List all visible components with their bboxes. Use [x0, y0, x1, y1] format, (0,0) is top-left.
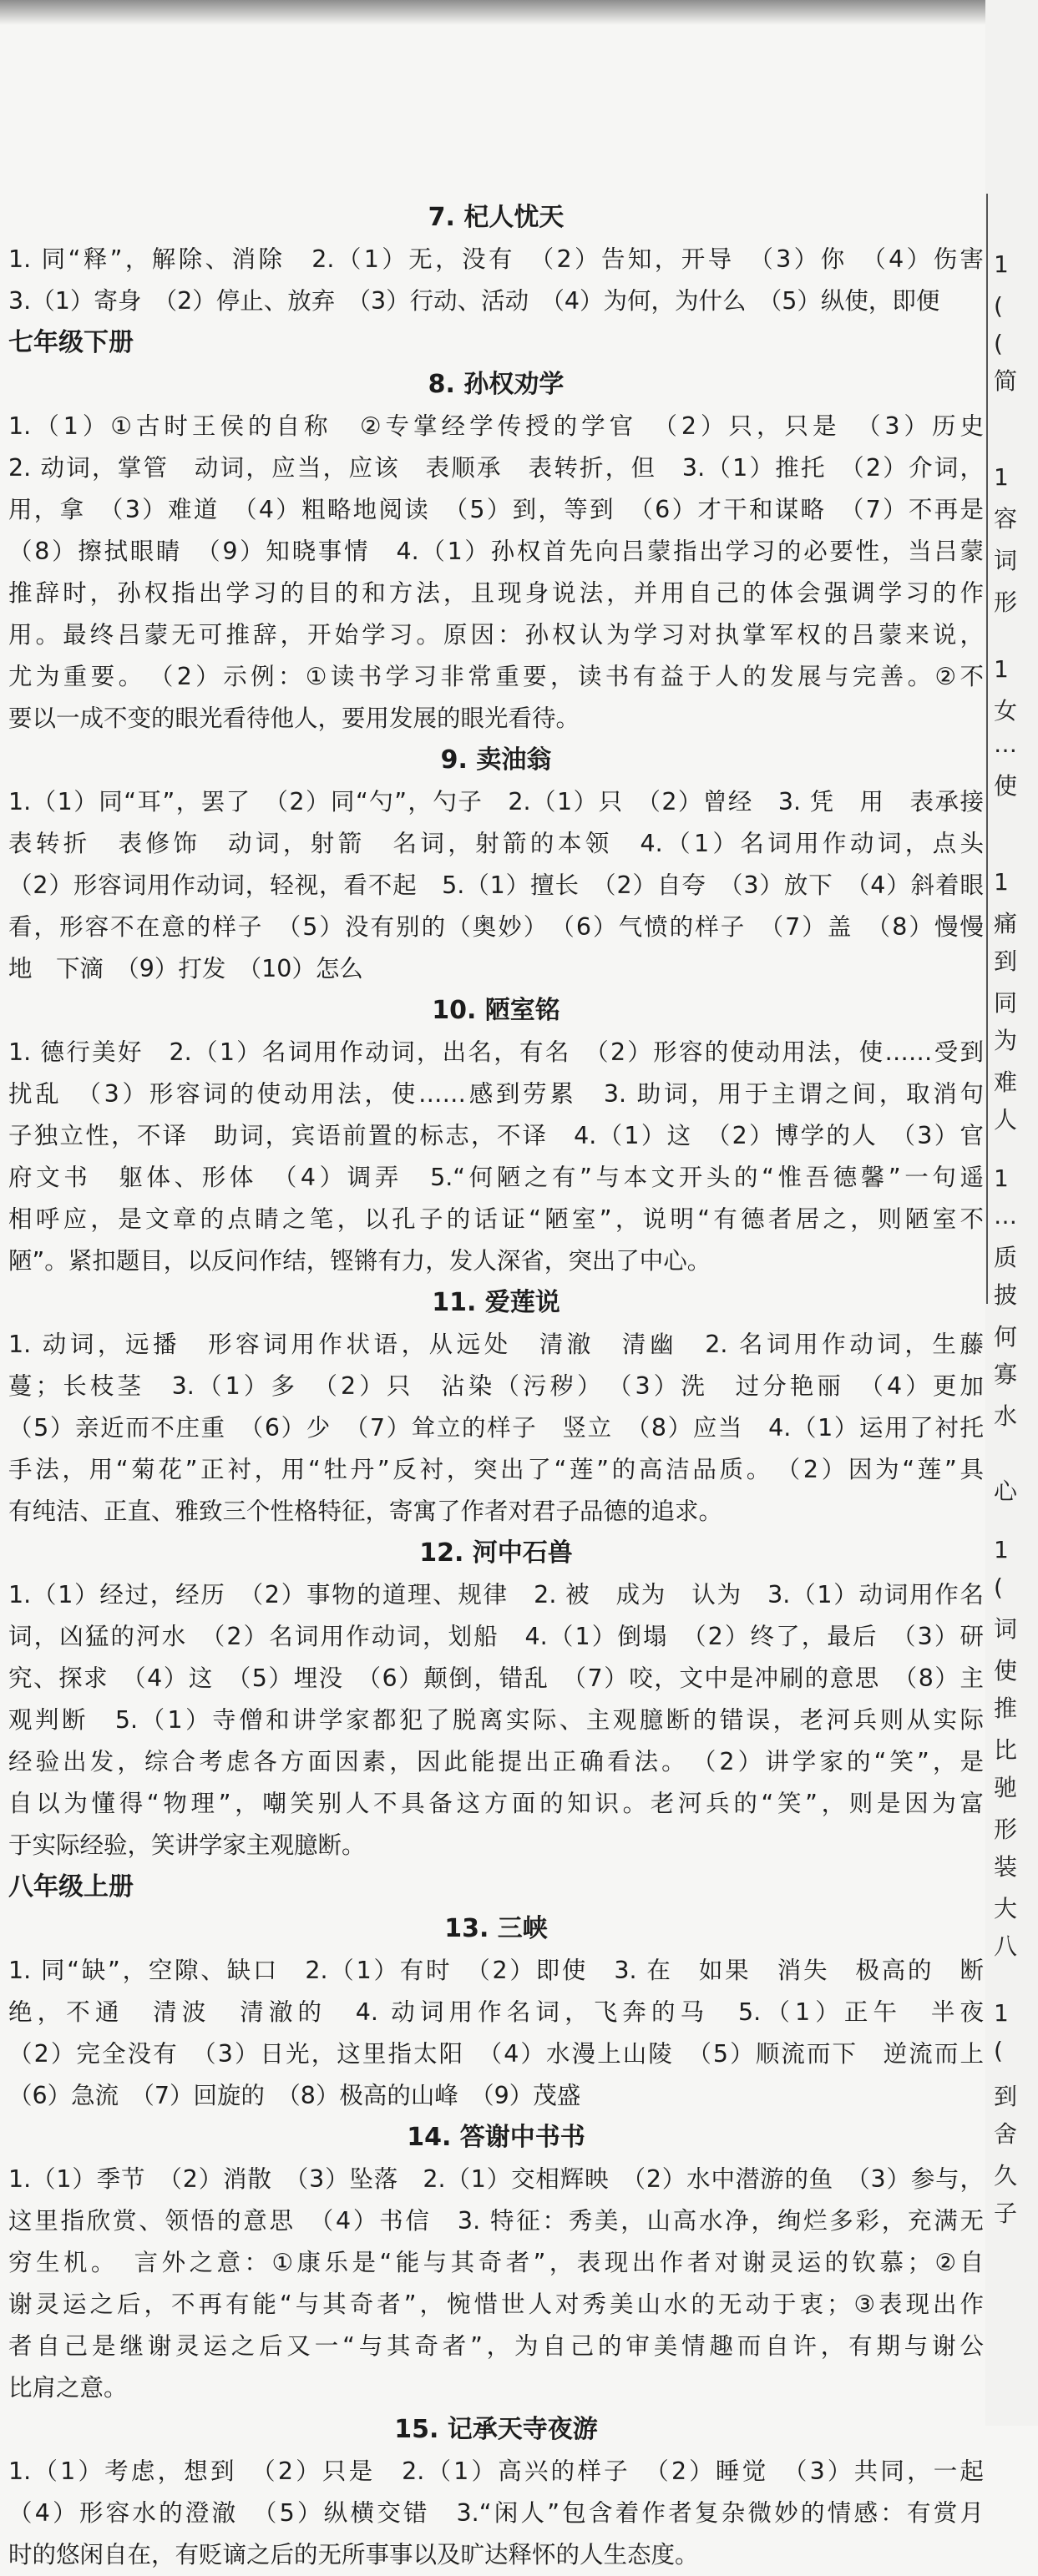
answer-line: 扰乱 （3）形容词的使动用法，使……感到劳累 3. 助词，用于主谓之间，取消句 [8, 1080, 984, 1108]
answer-line: 要以一成不变的眼光看待他人，要用发展的眼光看待。 [8, 705, 580, 732]
answer-line: 3.（1）寄身 （2）停止、放弃 （3）行动、活动 （4）为何，为什么 （5）纵使，即便 [8, 287, 940, 315]
answer-line: （6）急流 （7）回旋的 （8）极高的山峰 （9）茂盛 [8, 2082, 581, 2109]
margin-char: ( [994, 330, 1003, 357]
margin-char: ( [994, 292, 1003, 320]
margin-char: 到 [994, 947, 1018, 975]
margin-char: 1 [994, 1999, 1009, 2027]
answer-line: 2. 动词，掌管 动词，应当，应该 表顺承 表转折，但 3.（1）推托 （2）介词， [8, 454, 984, 482]
column-divider-line [986, 194, 988, 1304]
answer-line: 地 下滴 （9）打发 （10）怎么 [8, 955, 363, 982]
answer-line: 1.（1）①古时王侯的自称 ②专掌经学传授的学官 （2）只，只是 （3）历史 [8, 412, 984, 440]
margin-char: 词 [994, 547, 1018, 574]
margin-char: 词 [994, 1615, 1018, 1643]
lesson-section [8, 990, 984, 1282]
lesson-title: 15. 记承天寺夜游 [394, 2415, 598, 2444]
answer-line: 看，形容不在意的样子 （5）没有别的（奥妙） （6）气愤的样子 （7）盖 （8）慢慢 [8, 913, 984, 941]
margin-char: 形 [994, 1816, 1018, 1843]
margin-char: 难 [994, 1068, 1018, 1096]
grade-heading: 七年级下册 [8, 328, 134, 357]
lesson-title: 11. 爱莲说 [432, 1288, 560, 1317]
lesson-section [8, 740, 984, 990]
answer-line: 1.（1）季节 （2）消散 （3）坠落 2.（1）交相辉映 （2）水中潜游的鱼 （3）参与， [8, 2165, 984, 2193]
lesson-title: 9. 卖油翁 [440, 745, 552, 775]
answer-line: 谢灵运之后，不再有能“与其奇者”，惋惜世人对秀美山水的无动于衷；③表现出作 [8, 2291, 984, 2318]
answer-line: 有纯洁、正直、雅致三个性格特征，寄寓了作者对君子品德的追求。 [8, 1498, 723, 1525]
answer-line: 1. 同“缺”，空隙、缺口 2.（1）有时 （2）即使 3. 在 如果 消失 极高的 断 [8, 1957, 984, 1984]
lesson-title: 14. 答谢中书书 [407, 2123, 585, 2152]
grade-heading: 八年级上册 [8, 1872, 134, 1902]
answer-key-column [8, 197, 984, 2576]
margin-char: 披 [994, 1281, 1018, 1309]
margin-char: 何 [994, 1323, 1018, 1351]
answer-line: 绝，不通 清波 清澈的 4. 动词用作名词，飞奔的马 5.（1）正午 半夜 [8, 1998, 984, 2026]
answer-line: 观判断 5.（1）寺僧和讲学家都犯了脱离实际、主观臆断的错误，老河兵则从实际 [8, 1706, 984, 1734]
answer-line: 推辞时，孙权指出学习的目的和方法，且现身说法，并用自己的体会强调学习的作 [8, 579, 984, 607]
lesson-title: 7. 杞人忧天 [428, 203, 565, 232]
answer-line: （2）形容词用作动词，轻视，看不起 5.（1）擅长 （2）自夸 （3）放下 （4）斜着眼 [8, 871, 984, 899]
margin-char: 1 [994, 655, 1009, 683]
lesson-section [8, 1908, 984, 2117]
margin-char: 人 [994, 1106, 1018, 1134]
answer-line: （5）亲近而不庄重 （6）少 （7）耸立的样子 竖立 （8）应当 4.（1）运用了衬托 [8, 1414, 984, 1442]
margin-char: 推 [994, 1695, 1018, 1722]
answer-line: 1.（1）经过，经历 （2）事物的道理、规律 2. 被 成为 认为 3.（1）动词用作名 [8, 1581, 984, 1609]
margin-char: 装 [994, 1853, 1018, 1881]
lesson-section [8, 2117, 984, 2409]
lesson-section [8, 2409, 984, 2576]
margin-char: 简 [994, 367, 1018, 395]
answer-line: 蔓；长枝茎 3.（1）多 （2）只 沾染（污秽） （3）洗 过分艳丽 （4）更加 [8, 1372, 984, 1400]
margin-char: 舍 [994, 2120, 1018, 2148]
margin-char: 大 [994, 1895, 1018, 1922]
answer-line: 比肩之意。 [8, 2374, 128, 2402]
margin-char: 1 [994, 463, 1009, 491]
answer-line: 手法，用“菊花”正衬，用“牡丹”反衬，突出了“莲”的高洁品质。 （2）因为“莲”具 [8, 1456, 984, 1483]
margin-char: 容 [994, 505, 1018, 533]
lesson-section [8, 197, 984, 322]
margin-char: 为 [994, 1027, 1018, 1054]
lesson-section [8, 1282, 984, 1533]
answer-line: 究、探求 （4）这 （5）埋没 （6）颠倒，错乱 （7）咬，文中是冲刷的意思 （8）主 [8, 1664, 984, 1692]
answer-line: 穷生机。 言外之意：①康乐是“能与其奇者”，表现出作者对谢灵运的钦慕；②自 [8, 2249, 984, 2276]
answer-line: 1. 德行美好 2.（1）名词用作动词，出名，有名 （2）形容的使动用法，使……受到 [8, 1038, 984, 1066]
lesson-title: 10. 陋室铭 [432, 996, 560, 1025]
answer-line: 用。最终吕蒙无可推辞，开始学习。原因：孙权认为学习对执掌军权的吕蒙来说， [8, 621, 984, 649]
lesson-title: 8. 孙权劝学 [428, 370, 565, 399]
answer-line: （8）擦拭眼睛 （9）知晓事情 4.（1）孙权首先向吕蒙指出学习的必要性，当吕蒙 [8, 538, 984, 565]
margin-char: 使 [994, 1657, 1018, 1685]
lesson-title: 12. 河中石兽 [419, 1538, 573, 1568]
lesson-section [8, 1533, 984, 1866]
margin-char: ( [994, 1573, 1003, 1601]
answer-line: 子独立性，不译 助词，宾语前置的标志，不译 4.（1）这 （2）博学的人 （3）官 [8, 1122, 984, 1149]
margin-char: 到 [994, 2083, 1018, 2110]
margin-char: ( [994, 2037, 1003, 2064]
answer-line: 自以为懂得“物理”，嘲笑别人不具备这方面的知识。老河兵的“笑”，则是因为富 [8, 1790, 984, 1817]
margin-char: 女 [994, 697, 1018, 725]
margin-char: 质 [994, 1244, 1018, 1271]
answer-line: 用，拿 （3）难道 （4）粗略地阅读 （5）到，等到 （6）才干和谋略 （7）不再是 [8, 496, 984, 523]
answer-line: 表转折 表修饰 动词，射箭 名词，射箭的本领 4.（1）名词用作动词，点头 [8, 830, 984, 857]
margin-char: … [994, 730, 1017, 758]
lesson-section [8, 364, 984, 740]
margin-char: 同 [994, 989, 1018, 1017]
answer-line: 1. 动词，远播 形容词用作状语，从远处 清澈 清幽 2. 名词用作动词，生藤 [8, 1331, 984, 1358]
answer-line: 这里指欣赏、领悟的意思 （4）书信 3. 特征：秀美，山高水净，绚烂多彩，充满无 [8, 2207, 984, 2235]
margin-char: 心 [994, 1477, 1018, 1505]
margin-char: … [994, 1202, 1017, 1230]
margin-char: 1 [994, 868, 1009, 896]
margin-char: 八 [994, 1932, 1018, 1960]
answer-line: 相呼应，是文章的点睛之笔，以孔子的话证“陋室”，说明“有德者居之，则陋室不 [8, 1205, 984, 1233]
margin-char: 驰 [994, 1774, 1018, 1801]
margin-char: 痛 [994, 910, 1018, 937]
margin-char: 1 [994, 1536, 1009, 1563]
margin-char: 1 [994, 250, 1009, 278]
answer-line: 于实际经验，笑讲学家主观臆断。 [8, 1831, 366, 1859]
answer-line: 尤为重要。 （2）示例：①读书学习非常重要，读书有益于人的发展与完善。②不 [8, 663, 984, 690]
answer-line: 时的悠闲自在，有贬谪之后的无所事事以及旷达释怀的人生态度。 [8, 2541, 699, 2568]
answer-line: 经验出发，综合考虑各方面因素，因此能提出正确看法。 （2）讲学家的“笑”，是 [8, 1748, 984, 1775]
lesson-title: 13. 三峡 [444, 1914, 548, 1943]
scan-top-shadow [0, 0, 1038, 25]
margin-char: 寡 [994, 1361, 1018, 1388]
margin-char: 水 [994, 1402, 1018, 1430]
answer-line: 1.（1）同“耳”，罢了 （2）同“勺”，勺子 2.（1）只 （2）曾经 3. 凭 用 表承接 [8, 788, 984, 816]
answer-line: 1.（1）考虑，想到 （2）只是 2.（1）高兴的样子 （2）睡觉 （3）共同，一起 [8, 2457, 984, 2485]
answer-line: （4）形容水的澄澈 （5）纵横交错 3.“闲人”包含着作者复杂微妙的情感：有赏月 [8, 2499, 984, 2527]
margin-char: 使 [994, 772, 1018, 800]
margin-char: 比 [994, 1736, 1018, 1764]
answer-line: 者自己是继谢灵运之后又一“与其奇者”，为自己的审美情趣而自许，有期与谢公 [8, 2332, 984, 2360]
answer-line: （2）完全没有 （3）日光，这里指太阳 （4）水漫上山陵 （5）顺流而下 逆流而上 [8, 2040, 984, 2068]
answer-line: 陋”。紧扣题目，以反问作结，铿锵有力，发人深省，突出了中心。 [8, 1247, 711, 1275]
answer-line: 1. 同“释”，解除、消除 2.（1）无，没有 （2）告知，开导 （3）你 （4）伤害 [8, 245, 984, 273]
margin-char: 1 [994, 1164, 1009, 1192]
answer-line: 词，凶猛的河水 （2）名词用作动词，划船 4.（1）倒塌 （2）终了，最后 （3）研 [8, 1623, 984, 1650]
answer-line: 府文书 躯体、形体 （4）调弄 5.“何陋之有”与本文开头的“惟吾德馨”一句遥 [8, 1164, 984, 1191]
margin-char: 形 [994, 588, 1018, 616]
margin-char: 久 [994, 2162, 1018, 2190]
margin-char: 子 [994, 2200, 1018, 2227]
